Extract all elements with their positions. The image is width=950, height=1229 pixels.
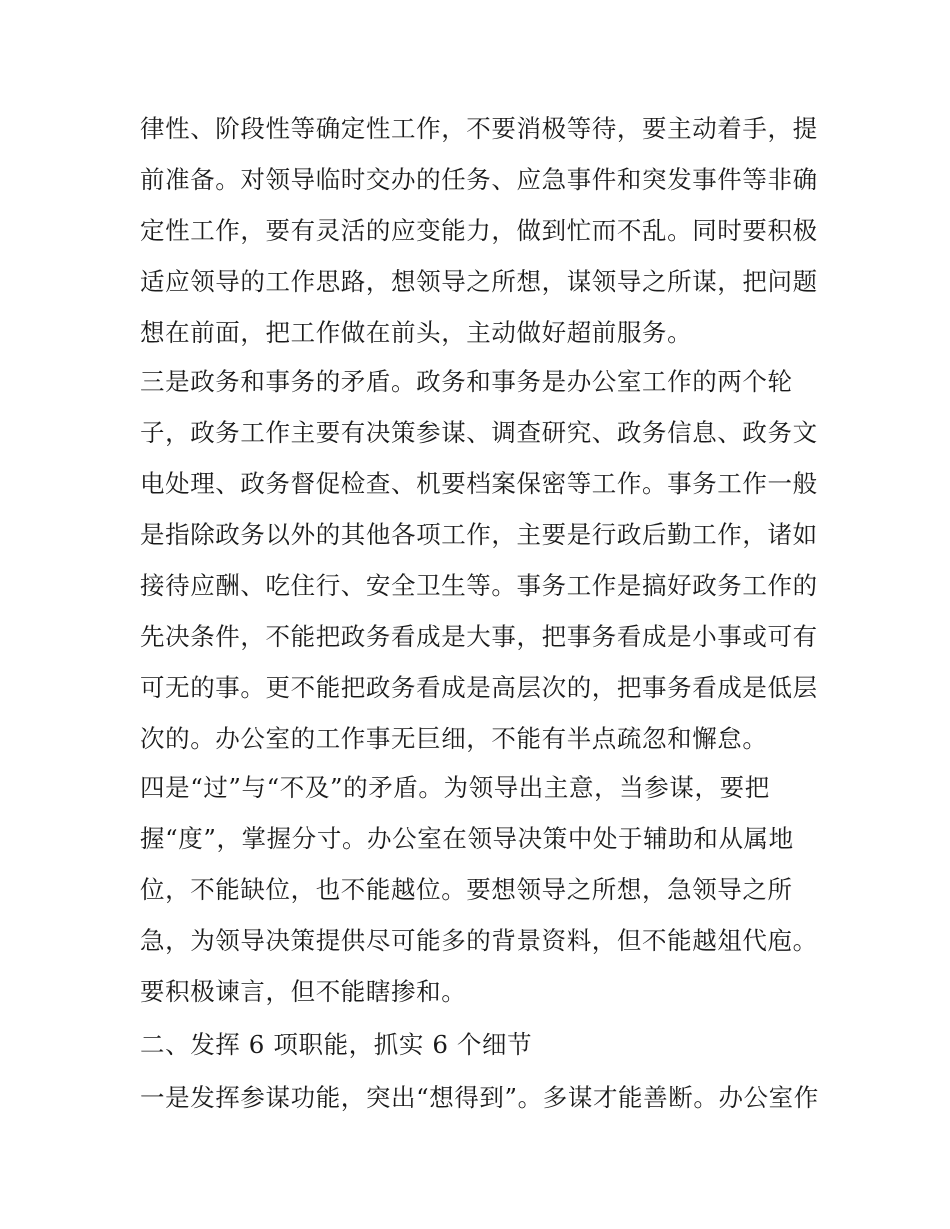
- text-line-16: 位，不能缺位，也不能越位。要想领导之所想，急领导之所: [140, 875, 793, 904]
- text-line-6: 三是政务和事务的矛盾。政务和事务是办公室工作的两个轮: [140, 367, 793, 396]
- text-line-4: 适应领导的工作思路，想领导之所想，谋领导之所谋，把问题: [140, 267, 818, 296]
- text-line-13: 次的。办公室的工作事无巨细，不能有半点疏忽和懈怠。: [140, 724, 768, 753]
- text-line-1: 律性、阶段性等确定性工作，不要消极等待，要主动着手，提: [140, 114, 818, 143]
- text-line-12: 可无的事。更不能把政务看成是高层次的，把事务看成是低层: [140, 673, 818, 702]
- text-line-5: 想在前面，把工作做在前头，主动做好超前服务。: [140, 318, 693, 347]
- text-line-17: 急，为领导决策提供尽可能多的背景资料，但不能越俎代庖。: [140, 926, 818, 955]
- text-line-8: 电处理、政务督促检查、机要档案保密等工作。事务工作一般: [140, 469, 818, 498]
- text-line-2: 前准备。对领导临时交办的任务、应急事件和突发事件等非确: [140, 165, 818, 194]
- text-line-10: 接待应酬、吃住行、安全卫生等。事务工作是搞好政务工作的: [140, 571, 818, 600]
- text-line-7: 子，政务工作主要有决策参谋、调查研究、政务信息、政务文: [140, 418, 818, 447]
- text-line-3: 定性工作，要有灵活的应变能力，做到忙而不乱。同时要积极: [140, 216, 818, 245]
- text-line-14: 四是“过”与“不及”的矛盾。为领导出主意，当参谋，要把: [140, 773, 770, 802]
- text-line-11: 先决条件，不能把政务看成是大事，把事务看成是小事或可有: [140, 622, 818, 651]
- text-line-20: 一是发挥参谋功能，突出“想得到”。多谋才能善断。办公室作: [140, 1083, 819, 1112]
- section-heading: 二、发挥 6 项职能，抓实 6 个细节: [140, 1030, 533, 1059]
- text-line-15: 握“度”，掌握分寸。办公室在领导决策中处于辅助和从属地: [140, 824, 794, 853]
- text-line-18: 要积极谏言，但不能瞎掺和。: [140, 977, 467, 1006]
- text-line-9: 是指除政务以外的其他各项工作，主要是行政后勤工作，诸如: [140, 520, 818, 549]
